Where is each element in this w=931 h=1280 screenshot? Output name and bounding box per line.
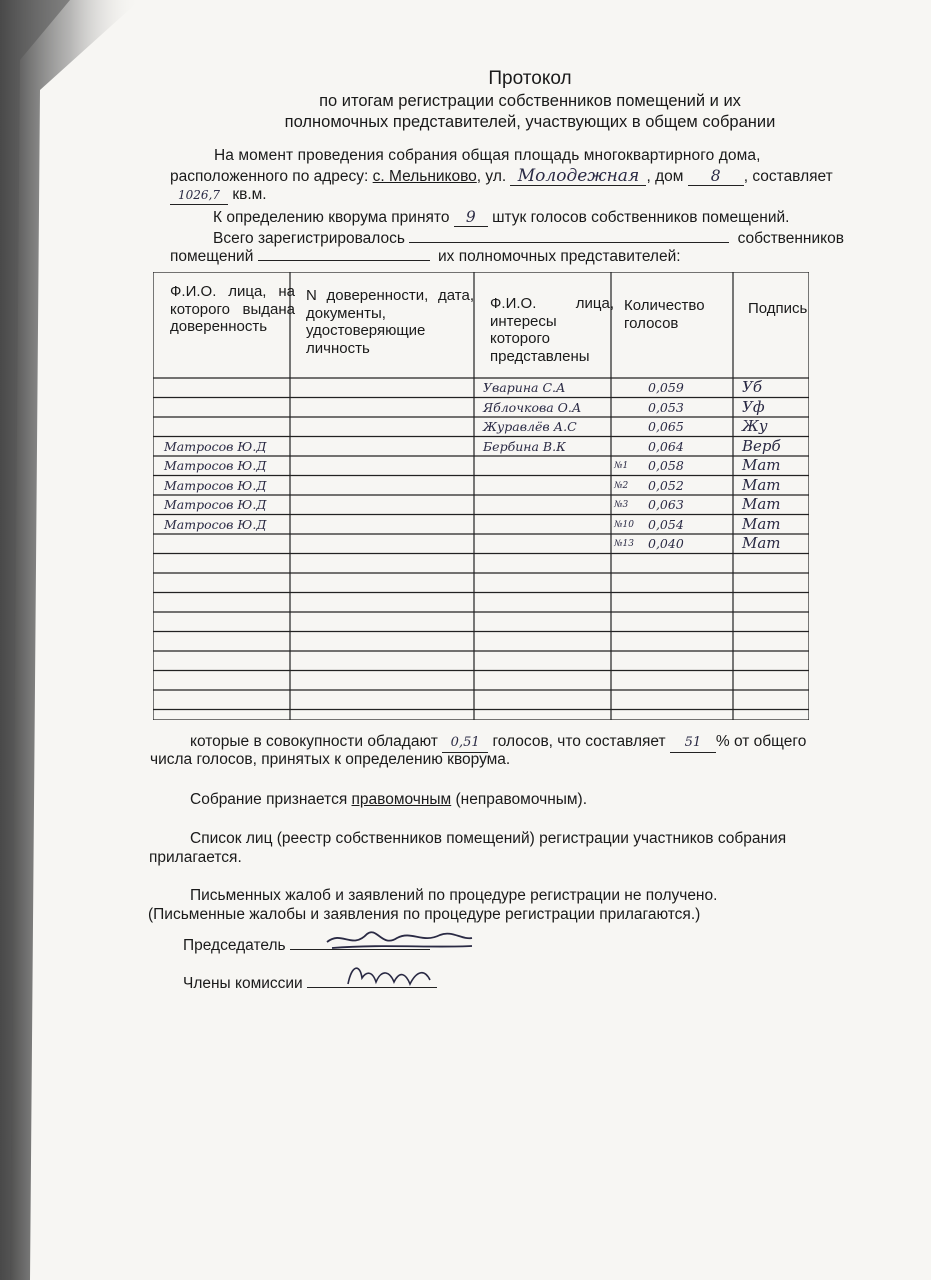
house-prefix: , дом	[646, 168, 688, 185]
row-votes-value: 0,063	[648, 497, 684, 512]
row-represented-person: Уварина С.А	[483, 380, 566, 395]
registered-suffix: собственников	[737, 230, 844, 247]
row-signature: Мат	[742, 456, 781, 474]
row-apartment-number: №1	[614, 461, 629, 471]
members-signature	[340, 958, 435, 994]
row-signature: Мат	[742, 475, 781, 494]
row-signature: Верб	[742, 436, 781, 455]
row-signature: Мат	[742, 534, 781, 552]
quorum-value: 9	[454, 208, 488, 227]
document-title: Протокол	[488, 68, 572, 89]
members-label: Члены комиссии	[183, 975, 303, 992]
registration-table-grid	[153, 272, 809, 720]
row-proxy-name: Матросов Ю.Д	[164, 458, 267, 473]
intro-line2	[170, 167, 833, 186]
quorum-suffix: штук голосов собственников помещений.	[492, 209, 790, 226]
results-prefix: которые в совокупности обладают	[190, 733, 438, 750]
intro-line3	[170, 186, 267, 205]
row-signature: Жу	[742, 417, 768, 435]
row-votes-value: 0,052	[648, 477, 684, 493]
row-votes-value: 0,065	[648, 419, 684, 434]
row-apartment-number: №2	[614, 480, 629, 491]
list-line1: Список лиц (реестр собственников помещений) регистрации участников собрания	[190, 830, 787, 847]
chairman-label: Председатель	[183, 937, 286, 954]
complaints-line1: Письменных жалоб и заявлений по процедуре регистрации не получено.	[190, 887, 718, 904]
table-gridlines	[153, 272, 809, 720]
document-subtitle-line1: по итогам регистрации собственников помещений и их	[319, 92, 741, 110]
header-represented-person: Ф.И.О. лица, интересы которого представлены	[490, 295, 614, 365]
header-votes-count: Количество голосов	[624, 297, 705, 332]
row-votes-value: 0,053	[648, 399, 684, 415]
representatives-suffix: их полномочных представителей:	[438, 248, 681, 265]
validity-suffix: (неправомочным).	[451, 791, 588, 808]
area-unit: кв.м.	[232, 186, 267, 203]
row-signature: Мат	[742, 495, 781, 513]
area-value: 1026,7	[170, 186, 228, 205]
list-line2: прилагается.	[149, 849, 242, 866]
premises-blank	[258, 245, 430, 261]
house-number: 8	[688, 167, 744, 186]
street-prefix: , ул.	[476, 168, 511, 185]
row-proxy-name: Матросов Ю.Д	[164, 438, 267, 454]
quorum-line	[213, 208, 789, 227]
premises-label: помещений	[170, 248, 254, 265]
complaints-line2: (Письменные жалобы и заявления по процедуре регистрации прилагаются.)	[148, 906, 701, 923]
document-subtitle-line2: полномочных представителей, участвующих в общем собрании	[284, 113, 776, 131]
header-proxy-document: N доверенности, дата, документы, удостоверяющие личность	[306, 287, 474, 357]
row-signature: Уб	[742, 378, 762, 396]
results-suffix: % от общего	[715, 733, 807, 750]
registered-blank	[409, 227, 729, 243]
header-signature: Подпись	[748, 300, 808, 317]
row-votes-value: 0,040	[648, 536, 684, 551]
votes-total: 0,51	[442, 734, 488, 753]
header-proxy-name: Ф.И.О. лица, на которого выдана доверенность	[170, 283, 295, 335]
row-proxy-name: Матросов Ю.Д	[164, 477, 267, 493]
chairman-signature	[322, 920, 477, 958]
row-proxy-name: Матросов Ю.Д	[164, 516, 267, 532]
row-represented-person: Журавлёв А.С	[483, 419, 577, 434]
validity-line	[190, 791, 587, 809]
row-signature: Уф	[742, 397, 765, 416]
registered-prefix: Всего зарегистрировалось	[213, 230, 405, 247]
results-mid: голосов, что составляет	[492, 733, 666, 750]
row-represented-person: Яблочкова О.А	[483, 399, 582, 415]
row-votes-value: 0,064	[648, 438, 684, 454]
results-line2: числа голосов, принятых к определению кворума.	[150, 751, 511, 768]
table-outer-border	[153, 272, 809, 720]
results-line1	[190, 733, 806, 753]
row-votes-value: 0,059	[648, 380, 684, 395]
row-apartment-number: №10	[614, 519, 634, 530]
line2-suffix: , составляет	[743, 168, 833, 185]
validity-prefix: Собрание признается	[190, 791, 352, 808]
row-proxy-name: Матросов Ю.Д	[164, 497, 267, 512]
row-apartment-number: №3	[614, 500, 629, 510]
row-represented-person: Бербина В.К	[483, 438, 566, 454]
row-votes-value: 0,054	[648, 516, 684, 532]
validity-underlined: правомочным	[351, 791, 452, 808]
premises-line	[170, 245, 681, 266]
quorum-prefix: К определению кворума принято	[213, 209, 450, 226]
address-prefix: расположенного по адресу:	[170, 168, 373, 185]
percent-value: 51	[670, 734, 716, 753]
row-signature: Мат	[742, 514, 781, 533]
intro-line1: На момент проведения собрания общая площадь многоквартирного дома,	[214, 147, 761, 164]
address-village: с. Мельниково	[372, 168, 477, 185]
street-name: Молодежная	[510, 167, 646, 186]
row-votes-value: 0,058	[648, 458, 684, 473]
row-apartment-number: №13	[614, 539, 634, 549]
